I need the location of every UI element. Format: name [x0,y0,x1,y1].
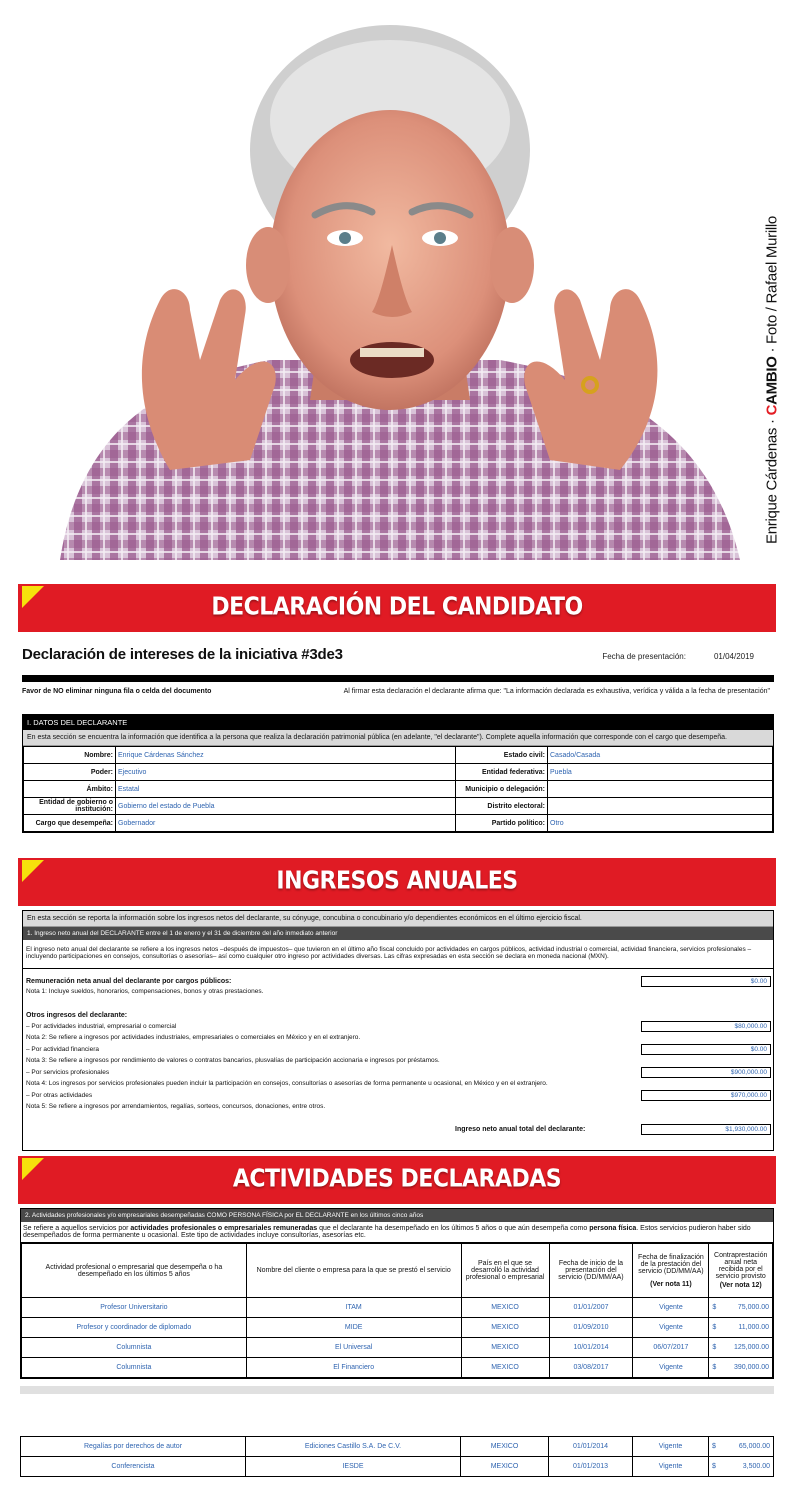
field-label: Partido político: [456,815,548,832]
field-label: Municipio o delegación: [456,781,548,798]
table-row [21,1457,774,1477]
section-intro: En esta sección se encuentra la información que identifica a la persona que realiza la declaración patrimonial pública (en adelante, "el declarante"). Complete aquella información que corresponde con el cargo que desempeña. [23,730,773,746]
cell-monto: 125,000.00 [731,1338,773,1358]
cell-monto: 65,000.00 [731,1437,774,1457]
field-value: Gobierno del estado de Puebla [116,798,456,815]
cell-pais: MEXICO [461,1318,549,1338]
cell-fin: 06/07/2017 [633,1338,709,1358]
cell-inicio: 01/01/2013 [549,1457,633,1477]
datos-declarante [22,714,774,833]
note-right: Al firmar esta declaración el declarante afirma que: "La información declarada es exhaustiva, verídica y válida a la fecha de presentación" [343,688,770,695]
field-label: Estado civil: [456,747,548,764]
nota-2: Nota 2: Se refiere a ingresos por actividades industriales, empresariales o comerciales en México y en el extranjero. [26,1034,361,1041]
fecha-presentacion: Fecha de presentación: 01/04/2019 [602,652,754,661]
cell-pais: MEXICO [461,1338,549,1358]
banner-ingresos [18,858,776,906]
remuneracion-label: Remuneración neta anual del declarante por cargos públicos: [26,978,232,985]
cell-actividad: Columnista [22,1358,247,1378]
document-title: Declaración de intereses de la iniciativa #3de3 [22,646,343,663]
datos-row [24,815,773,832]
cell-cliente: MIDE [246,1318,461,1338]
cell-pais: MEXICO [461,1457,549,1477]
otras-value: $970,000.00 [641,1090,771,1101]
ingresos-block [22,910,774,1151]
datos-row [24,781,773,798]
cell-actividad: Regalías por derechos de autor [21,1437,246,1457]
financiera-value: $0.00 [641,1044,771,1055]
cell-cur: $ [709,1457,731,1477]
field-value: Estatal [116,781,456,798]
col-pais: País en el que se desarrolló la actividad profesional o empresarial [461,1244,549,1298]
field-value [548,798,773,815]
servicios-value: $900,000.00 [641,1067,771,1078]
financiera-label: – Por actividad financiera [26,1046,99,1053]
field-value: Enrique Cárdenas Sánchez [116,747,456,764]
field-label: Distrito electoral: [456,798,548,815]
field-label: Entidad de gobierno o institución: [24,798,116,815]
cell-monto: 3,500.00 [731,1457,774,1477]
field-value: Otro [548,815,773,832]
cell-actividad: Columnista [22,1338,247,1358]
datos-table [23,746,773,832]
table-row [21,1437,774,1457]
credit-name: Enrique Cárdenas · [763,415,781,544]
cell-pais: MEXICO [461,1437,549,1457]
actividades-table [21,1243,773,1378]
cell-cur: $ [709,1358,731,1378]
cell-cur: $ [709,1298,731,1318]
section-header: I. DATOS DEL DECLARANTE [23,715,773,730]
cell-cliente: El Financiero [246,1358,461,1378]
servicios-label: – Por servicios profesionales [26,1069,110,1076]
field-label: Cargo que desempeña: [24,815,116,832]
candidate-photo [20,0,750,560]
field-label: Nombre: [24,747,116,764]
actividades-subheader: 2. Actividades profesionales y/o empresariales desempeñadas COMO PERSONA FÍSICA por EL DECLARANTE en los últimos cinco años [21,1209,773,1222]
table-row [22,1338,773,1358]
otros-label: Otros ingresos del declarante: [26,1012,128,1019]
cell-pais: MEXICO [461,1298,549,1318]
nota-1: Nota 1: Incluye sueldos, honorarios, compensaciones, bonos y otras prestaciones. [26,988,264,995]
banner-title: ACTIVIDADES DECLARADAS [232,1165,562,1194]
banner-actividades [18,1156,776,1204]
field-value: Ejecutivo [116,764,456,781]
document-header [22,646,774,663]
scroll-separator [20,1386,774,1394]
cell-pais: MEXICO [461,1358,549,1378]
cell-inicio: 01/01/2014 [549,1437,633,1457]
datos-row [24,747,773,764]
field-label: Entidad federativa: [456,764,548,781]
divider [22,675,774,682]
field-label: Ámbito: [24,781,116,798]
col-inicio: Fecha de inicio de la presentación del servicio (DD/MM/AA) [549,1244,633,1298]
cell-cliente: ITAM [246,1298,461,1318]
cell-actividad: Conferencista [21,1457,246,1477]
table-row [22,1318,773,1338]
cell-actividad: Profesor y coordinador de diplomado [22,1318,247,1338]
cell-cur: $ [709,1338,731,1358]
actividades-table-2 [20,1436,774,1477]
col-fin: Fecha de finalización de la prestación del servicio (DD/MM/AA) (Ver nota 11) [633,1244,709,1298]
industrial-label: – Por actividades industrial, empresarial o comercial [26,1023,177,1030]
cell-cliente: El Universal [246,1338,461,1358]
note-left: Favor de NO eliminar ninguna fila o celda del documento [22,688,212,695]
total-value: $1,930,000.00 [641,1124,771,1135]
cell-monto: 11,000.00 [731,1318,773,1338]
ingresos-intro: En esta sección se reporta la información sobre los ingresos netos del declarante, su cónyuge, concubina o concubinario y/o dependientes económicos en el último ejercicio fiscal. [23,911,773,927]
field-value [548,781,773,798]
datos-row [24,764,773,781]
col-cliente: Nombre del cliente o empresa para la que se prestó el servicio [246,1244,461,1298]
cell-cur: $ [709,1437,731,1457]
banner-title: DECLARACIÓN DEL CANDIDATO [211,593,583,622]
otras-label: – Por otras actividades [26,1092,93,1099]
photo-credit [752,200,792,560]
cell-fin: Vigente [633,1358,709,1378]
nota-4: Nota 4: Los ingresos por servicios profesionales pueden incluir la participación en consejos, consultorías o asesorías de forma permanente u ocasional, en México y en el extranjero. [26,1080,548,1087]
field-value: Casado/Casada [548,747,773,764]
actividades-desc: Se refiere a aquellos servicios por actividades profesionales o empresariales remuneradas que el declarante ha desempeñado en los últimos 5 años o que aún desempeña como persona física. Estos servicios pudieron haber sido desempeñados de forma permanente u ocasional. Este tipo de actividades incluye consultorías, asesorías etc. [21,1222,773,1243]
total-label: Ingreso neto anual total del declarante: [455,1126,586,1133]
col-actividad: Actividad profesional o empresarial que desempeña o ha desempeñado en los últimos 5 años [22,1244,247,1298]
cell-monto: 75,000.00 [731,1298,773,1318]
cell-fin: Vigente [633,1457,709,1477]
table-row [22,1358,773,1378]
cell-inicio: 10/01/2014 [549,1338,633,1358]
table-row [22,1298,773,1318]
cell-inicio: 01/09/2010 [549,1318,633,1338]
nota-5: Nota 5: Se refiere a ingresos por arrendamientos, regalías, sorteos, concursos, donaciones, entre otros. [26,1103,326,1110]
credit-foto: · Foto / Rafael Murillo [763,216,781,357]
cell-inicio: 03/08/2017 [549,1358,633,1378]
cell-monto: 390,000.00 [731,1358,773,1378]
cell-cur: $ [709,1318,731,1338]
cambio-logo: CAMBIO [763,356,781,416]
nota-3: Nota 3: Se refiere a ingresos por rendimiento de valores o contratos bancarios, plusvalías de participación accionaria e ingresos por préstamos. [26,1057,440,1064]
actividades-block [20,1208,774,1379]
actividades-block-continued [20,1436,774,1477]
field-value: Puebla [548,764,773,781]
ingresos-subheader: 1. Ingreso neto anual del DECLARANTE entre el 1 de enero y el 31 de diciembre del año inmediato anterior [23,927,773,940]
ingresos-desc: El ingreso neto anual del declarante se refiere a los ingresos netos –después de impuestos– que tuvieron en el último año fiscal concluido por actividades en cargos públicos, actividad industrial o comercial, actividad financiera, servicios profesionales –incluyendo participaciones en consejos, consultorías o asesorías– así como cualquier otro ingreso por actividades diversas. Las cifras expresadas en esta sección se declara en moneda nacional (MXN). [26,946,752,960]
cell-fin: Vigente [633,1318,709,1338]
datos-row [24,798,773,815]
cell-cliente: Ediciones Castillo S.A. De C.V. [246,1437,461,1457]
cell-cliente: IESDE [246,1457,461,1477]
remuneracion-value: $0.00 [641,976,771,987]
field-label: Poder: [24,764,116,781]
industrial-value: $80,000.00 [641,1021,771,1032]
banner-title: INGRESOS ANUALES [276,867,518,896]
cell-fin: Vigente [633,1298,709,1318]
col-monto: Contraprestación anual neta recibida por el servicio provisto (Ver nota 12) [709,1244,773,1298]
cell-inicio: 01/01/2007 [549,1298,633,1318]
cell-actividad: Profesor Universitario [22,1298,247,1318]
field-value: Gobernador [116,815,456,832]
cell-fin: Vigente [633,1437,709,1457]
banner-declaracion [18,584,776,632]
